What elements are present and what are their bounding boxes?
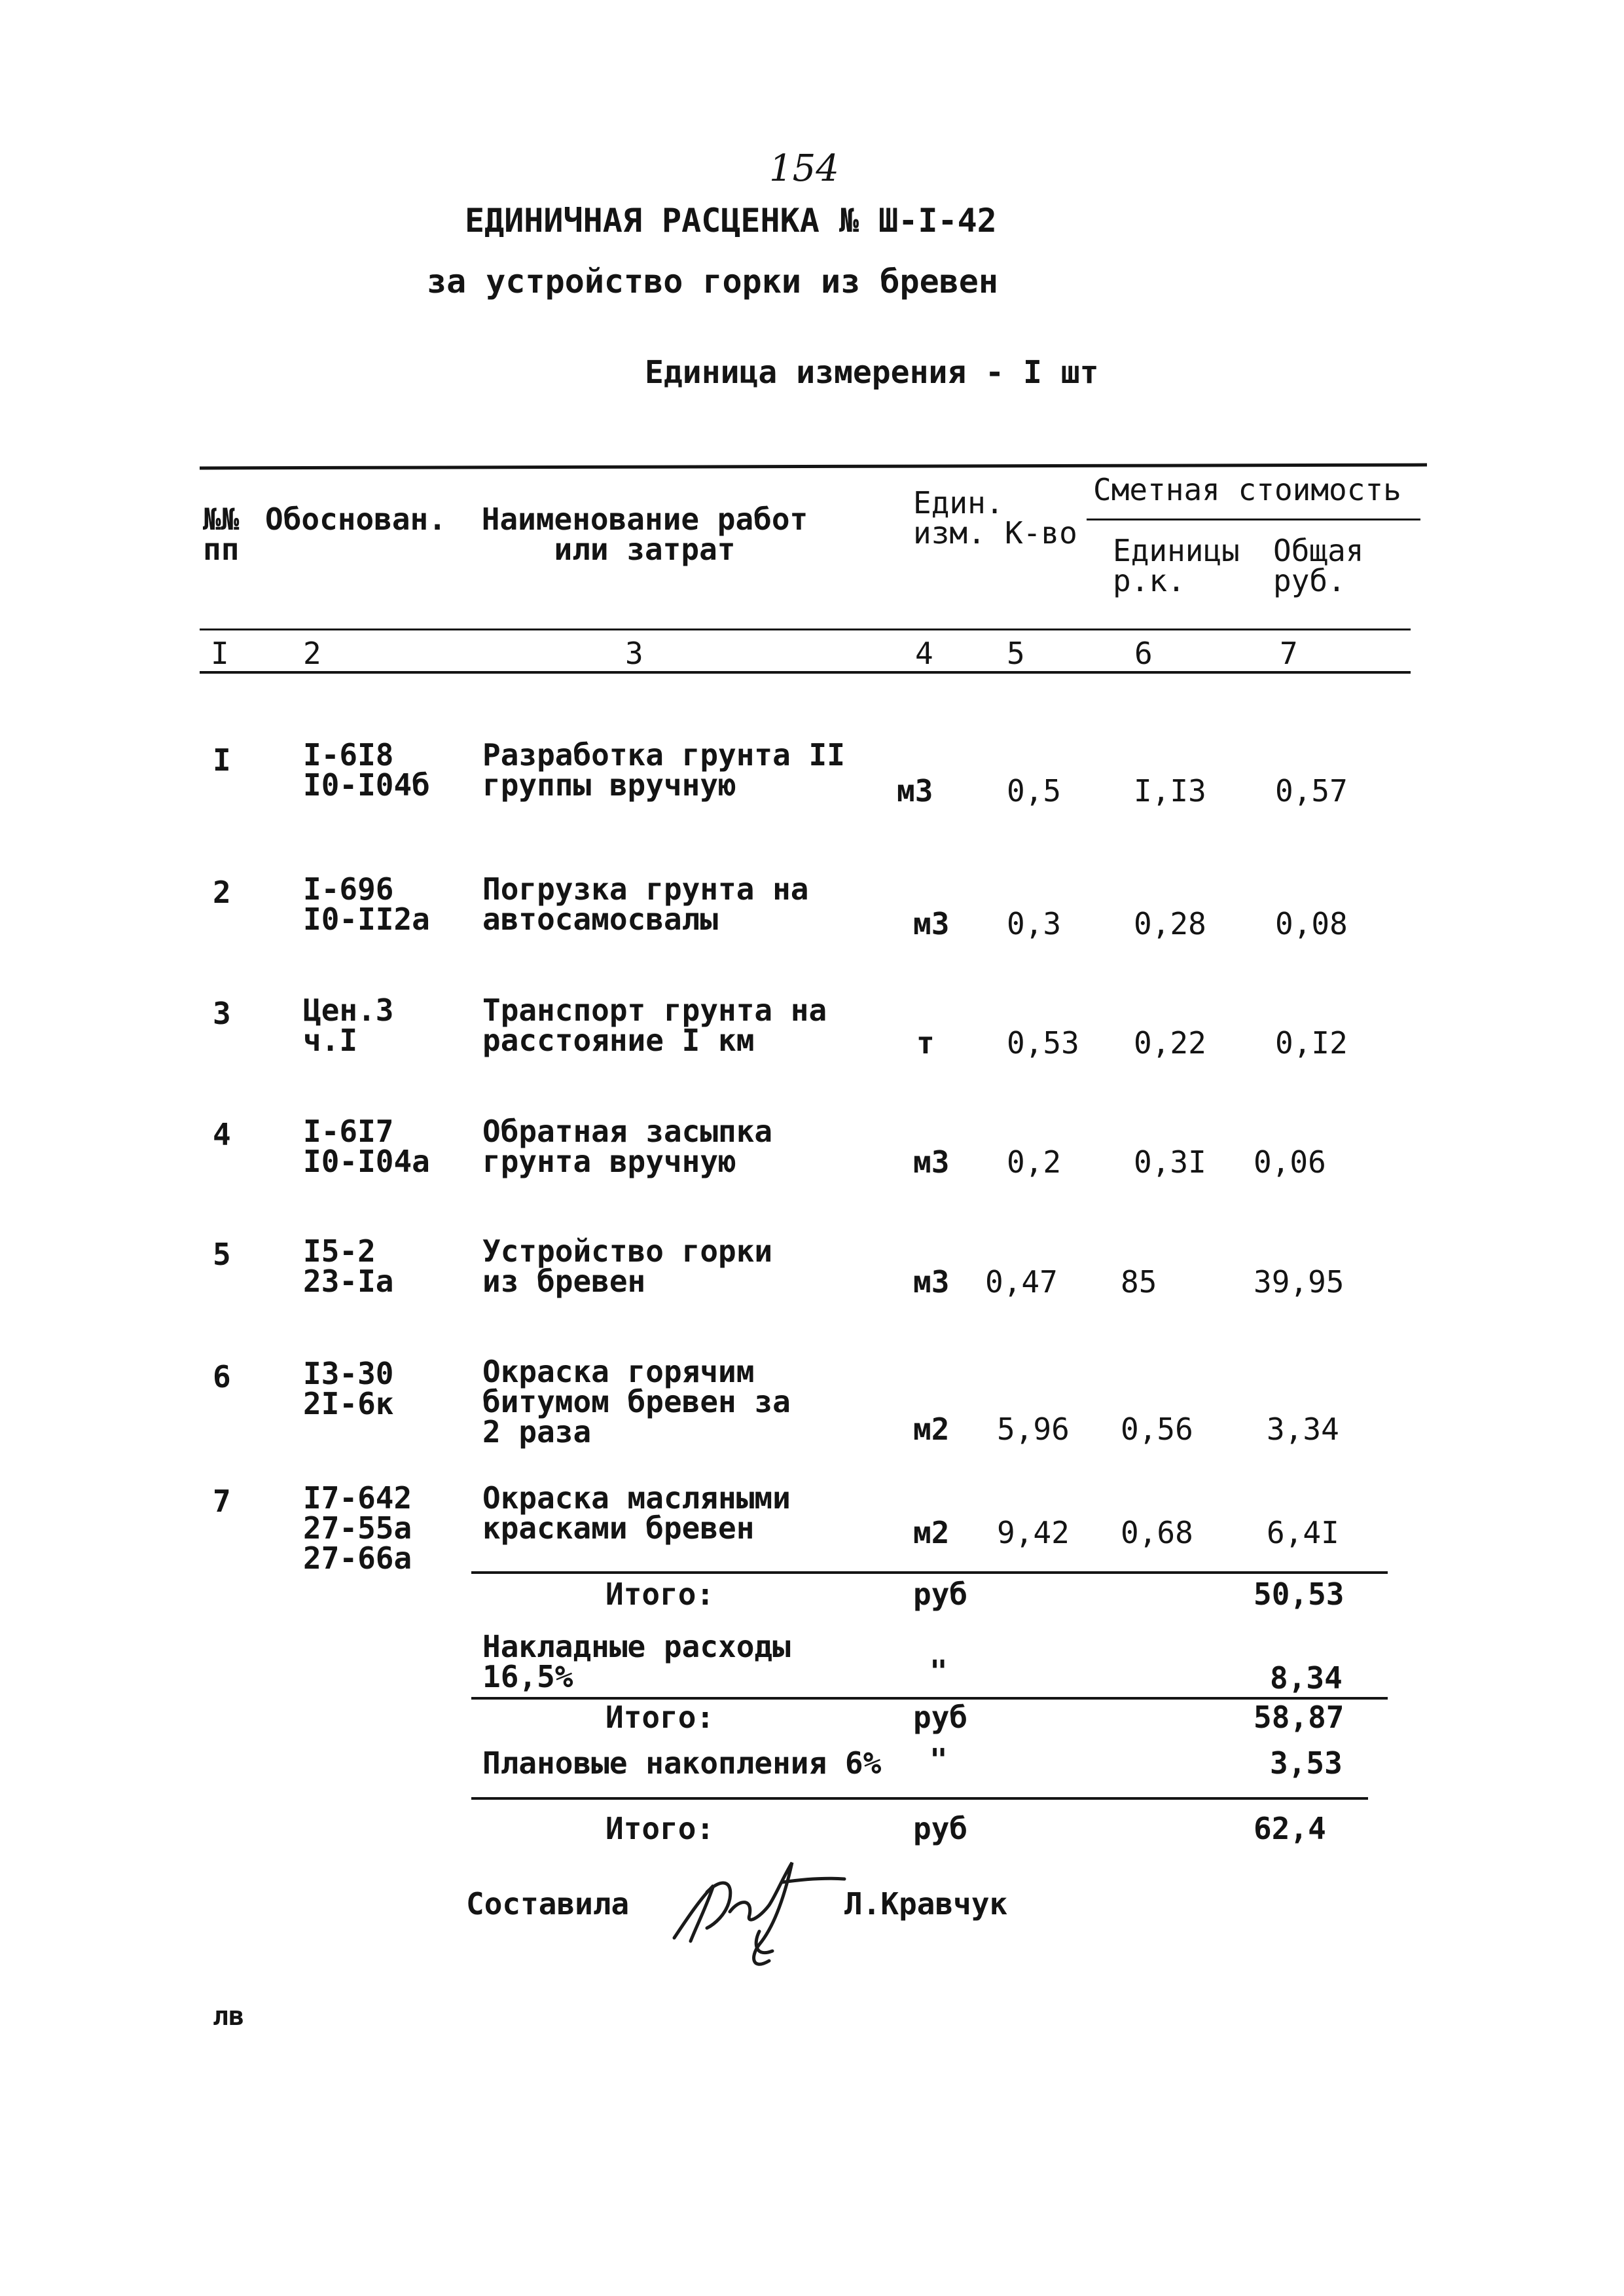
row-total: 3,34 (1267, 1412, 1339, 1447)
header-quantity: К-во (1005, 515, 1077, 551)
row-basis: I7-642 27-55а 27-66а (303, 1480, 412, 1576)
row-unit-price: I,I3 (1134, 773, 1206, 809)
column-number-5: 5 (1007, 636, 1025, 671)
row-total: 6,4I (1267, 1515, 1339, 1550)
column-numbers-rule (200, 671, 1411, 674)
column-number-4: 4 (915, 636, 933, 671)
row-number: 4 (213, 1117, 231, 1152)
header-work-name: Наименование работ или затрат (481, 501, 808, 567)
row-work-name: Разработка грунта II группы вручную (482, 737, 845, 803)
row-number: 5 (213, 1237, 231, 1272)
column-number-6: 6 (1134, 636, 1153, 671)
row-unit: м2 (913, 1515, 950, 1550)
row-total: 0,08 (1275, 906, 1348, 941)
totals-label: Накладные расходы 16,5% (482, 1629, 791, 1694)
totals-label: Итого: (605, 1811, 715, 1846)
row-number: 2 (213, 875, 231, 910)
row-quantity: 0,47 (985, 1264, 1058, 1300)
row-work-name: Окраска масляными красками бревен (482, 1480, 791, 1546)
row-unit-price: 0,22 (1134, 1025, 1206, 1061)
row-unit: м3 (913, 906, 950, 941)
row-basis: I5-2 23-Iа (303, 1233, 394, 1299)
row-unit: т (916, 1025, 935, 1061)
header-basis: Обоснован. (265, 501, 446, 537)
header-row-number: №№ пп (203, 501, 240, 567)
row-quantity: 9,42 (997, 1515, 1070, 1550)
column-number-7: 7 (1280, 636, 1298, 671)
row-unit-price: 85 (1121, 1264, 1157, 1300)
totals-value: 8,34 (1270, 1660, 1343, 1696)
totals-value: 3,53 (1270, 1745, 1343, 1781)
column-number-1: I (211, 636, 229, 671)
row-work-name: Обратная засыпка грунта вручную (482, 1114, 773, 1179)
compiler-name: Л.Кравчук (844, 1886, 1008, 1922)
row-quantity: 5,96 (997, 1412, 1070, 1447)
header-group-rule (1087, 519, 1420, 520)
row-number: I (213, 742, 231, 778)
row-work-name: Окраска горячим битумом бревен за 2 раза (482, 1354, 791, 1449)
compiled-by-label: Составила (466, 1886, 630, 1922)
totals-value: 58,87 (1254, 1700, 1344, 1735)
column-number-2: 2 (303, 636, 321, 671)
row-unit-price: 0,3I (1134, 1144, 1206, 1180)
signature (661, 1853, 851, 1977)
totals-unit: руб (913, 1700, 968, 1735)
header-total-price: Общая руб. (1273, 533, 1364, 598)
totals-label: Плановые накопления 6% (482, 1745, 882, 1781)
row-unit-price: 0,68 (1121, 1515, 1193, 1550)
row-unit: м3 (897, 773, 933, 809)
row-unit: м3 (913, 1144, 950, 1180)
totals-rule-3 (471, 1797, 1368, 1800)
row-unit-price: 0,28 (1134, 906, 1206, 941)
row-work-name: Транспорт грунта на расстояние I км (482, 993, 827, 1058)
totals-unit: руб (913, 1576, 968, 1612)
row-total: 0,06 (1254, 1144, 1326, 1180)
totals-unit: " (929, 1742, 948, 1777)
header-top-rule (200, 464, 1427, 470)
page-number: 154 (769, 147, 839, 190)
row-unit: м3 (913, 1264, 950, 1300)
row-quantity: 0,3 (1007, 906, 1062, 941)
header-bottom-rule (200, 629, 1411, 630)
row-total: 0,I2 (1275, 1025, 1348, 1061)
totals-value: 62,4 (1254, 1811, 1326, 1846)
row-total: 0,57 (1275, 773, 1348, 809)
totals-rule-1 (471, 1571, 1388, 1574)
row-basis: I-696 I0-II2а (303, 871, 430, 937)
measurement-unit-line: Единица измерения - I шт (645, 354, 1099, 391)
document-title: ЕДИНИЧНАЯ РАСЦЕНКА № Ш-I-42 (465, 202, 997, 240)
document-subtitle: за устройство горки из бревен (427, 263, 998, 301)
row-unit-price: 0,56 (1121, 1412, 1193, 1447)
row-work-name: Погрузка грунта на автосамосвалы (482, 871, 809, 937)
row-work-name: Устройство горки из бревен (482, 1233, 773, 1299)
row-number: 6 (213, 1359, 231, 1394)
row-basis: I-6I8 I0-I04б (303, 737, 430, 803)
totals-unit: руб (913, 1811, 968, 1846)
header-unit-price: Единицы р.к. (1113, 533, 1240, 598)
totals-label: Итого: (605, 1700, 715, 1735)
row-quantity: 0,5 (1007, 773, 1062, 809)
header-unit: Един. изм. (913, 485, 1004, 551)
row-unit: м2 (913, 1412, 950, 1447)
footer-mark: лв (213, 2001, 245, 2032)
row-quantity: 0,2 (1007, 1144, 1062, 1180)
row-basis: I-6I7 I0-I04а (303, 1114, 430, 1179)
column-number-3: 3 (625, 636, 643, 671)
totals-value: 50,53 (1254, 1576, 1344, 1612)
row-quantity: 0,53 (1007, 1025, 1079, 1061)
totals-unit: " (929, 1654, 948, 1689)
totals-label: Итого: (605, 1576, 715, 1612)
row-basis: I3-30 2I-6к (303, 1356, 394, 1421)
header-estimated-cost: Сметная стоимость (1093, 472, 1401, 507)
row-number: 7 (213, 1484, 231, 1519)
row-total: 39,95 (1254, 1264, 1344, 1300)
row-basis: Цен.3 ч.I (303, 993, 394, 1058)
row-number: 3 (213, 996, 231, 1031)
